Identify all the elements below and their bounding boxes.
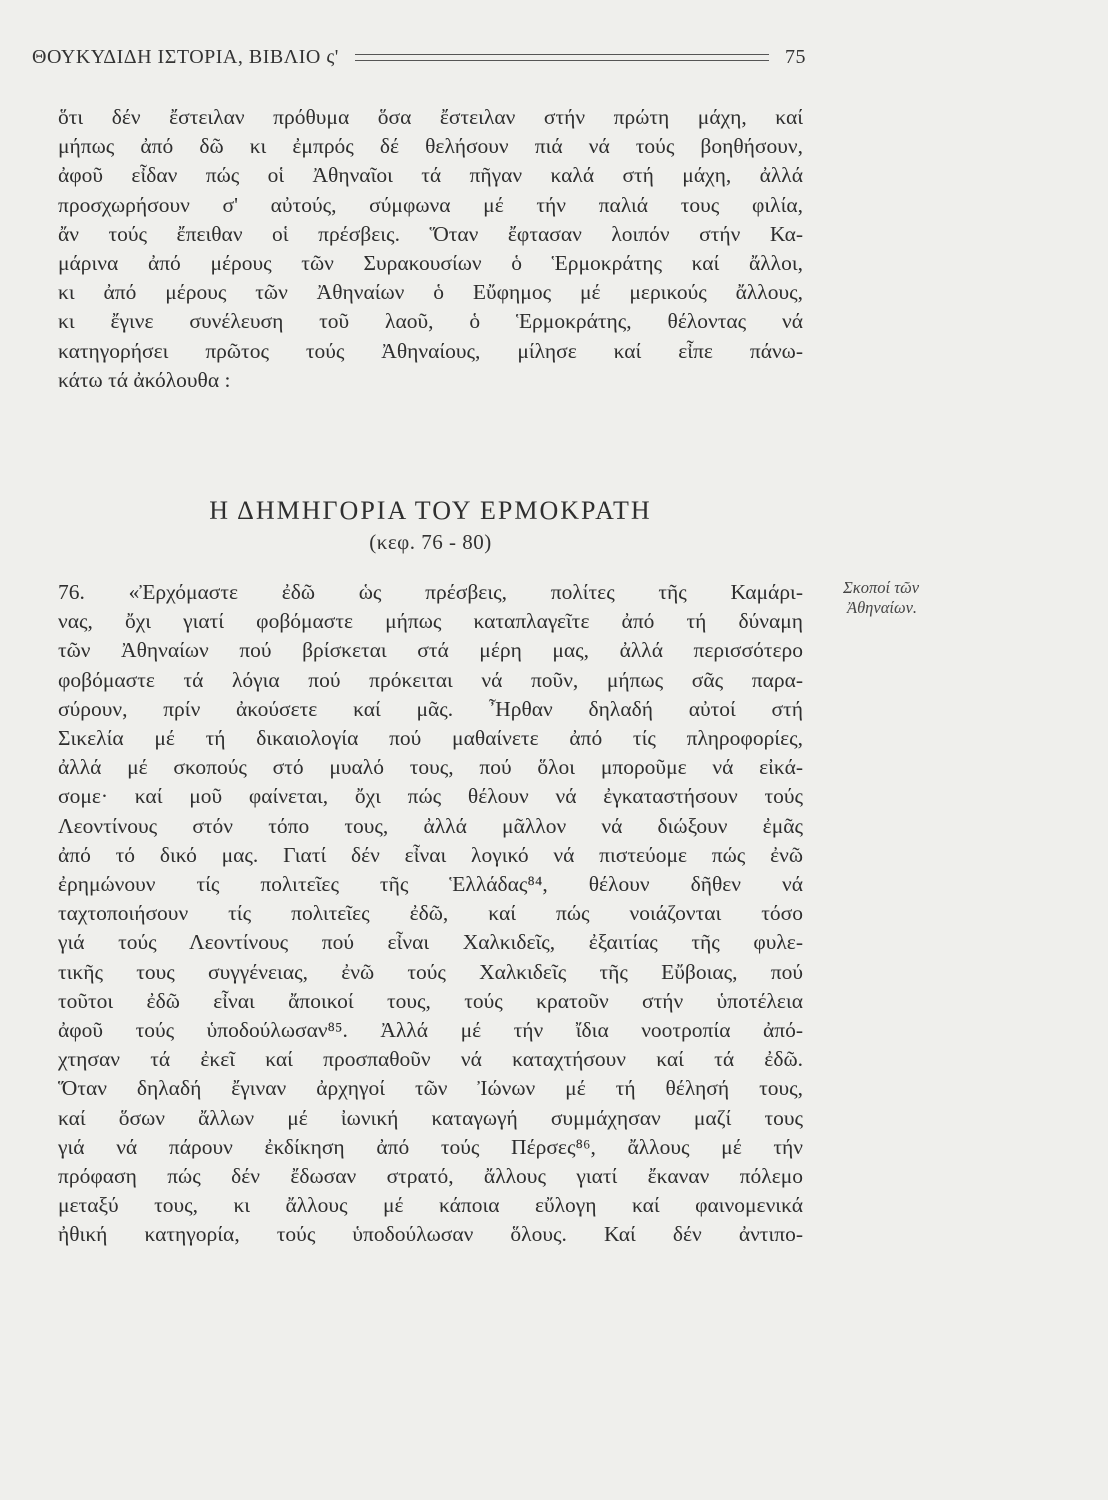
header-rule <box>355 54 769 61</box>
text-line: Ὅταν δηλαδή ἔγιναν ἀρχηγοί τῶν Ἰώνων μέ τή θέλησή τους, <box>58 1076 803 1101</box>
margin-note <box>843 578 1003 618</box>
text-line: ταχτοποιήσουν τίς πολιτεῖες ἐδῶ, καί πώς νοιάζονται τόσο <box>58 901 803 926</box>
text-line: ἀλλά μέ σκοπούς στό μυαλό τους, πού ὅλοι μποροῦμε νά εἰκά- <box>58 755 803 780</box>
text-line: ὅτι δέν ἔστειλαν πρόθυμα ὅσα ἔστειλαν στήν πρώτη μάχη, καί <box>58 105 803 129</box>
text-line: Σικελία μέ τή δικαιολογία πού μαθαίνετε ἀπό τίς πληροφορίες, <box>58 726 803 751</box>
page-number: 75 <box>785 45 806 68</box>
text-line: 76. «Ἐρχόμαστε ἐδῶ ὡς πρέσβεις, πολίτες τῆς Καμάρι- <box>58 580 803 604</box>
text-line: σομε· καί μοῦ φαίνεται, ὄχι πώς θέλουν νά ἐγκαταστήσουν τούς <box>58 784 803 809</box>
text-line: κατηγορήσει πρῶτος τούς Ἀθηναίους, μίλησε καί εἶπε πάνω- <box>58 338 803 363</box>
text-line: σύρουν, πρίν ἀκούσετε καί μᾶς. Ἦρθαν δηλαδή αὐτοί στή <box>58 696 803 721</box>
text-line: φοβόμαστε τά λόγια πού πρόκειται νά ποῦν, μήπως σᾶς παρα- <box>58 667 803 692</box>
text-line: νας, ὄχι γιατί φοβόμαστε μήπως καταπλαγεῖτε ἀπό τή δύναμη <box>58 609 803 634</box>
section-chapter-range: (κεφ. 76 - 80) <box>369 530 492 554</box>
text-line: κι ἀπό μέρους τῶν Ἀθηναίων ὁ Εὔφημος μέ μερικούς ἄλλους, <box>58 280 803 305</box>
text-line: τοῦτοι ἐδῶ εἶναι ἄποικοί τους, τούς κρατοῦν στήν ὑποτέλεια <box>58 988 803 1013</box>
text-line: τικῆς τους συγγένειας, ἐνῶ τούς Χαλκιδεῖς τῆς Εὔβοιας, πού <box>58 959 803 984</box>
text-line: χτησαν τά ἐκεῖ καί προσπαθοῦν νά καταχτήσουν καί τά ἐδῶ. <box>58 1047 803 1072</box>
running-head <box>32 42 806 72</box>
text-line: ἀφοῦ τούς ὑποδούλωσαν⁸⁵. Ἀλλά μέ τήν ἴδια νοοτροπία ἀπό- <box>58 1018 803 1043</box>
running-head-title: ΘΟΥΚΥΔΙΔΗ ΙΣΤΟΡΙΑ, ΒΙΒΛΙΟ ς' <box>32 45 339 68</box>
text-line: μήπως ἀπό δῶ κι ἐμπρός δέ θελήσουν πιά νά τούς βοηθήσουν, <box>58 134 803 159</box>
text-line: ἠθική κατηγορία, τούς ὑποδούλωσαν ὅλους. Καί δέν ἀντιπο- <box>58 1222 803 1247</box>
text-line: μεταξύ τους, κι ἄλλους μέ κάποια εὔλογη καί φαινομενικά <box>58 1193 803 1218</box>
text-line: Λεοντίνους στόν τόπο τους, ἀλλά μᾶλλον νά διώξουν ἐμᾶς <box>58 813 803 838</box>
text-line: κάτω τά ἀκόλουθα : <box>58 367 231 392</box>
text-line: τῶν Ἀθηναίων πού βρίσκεται στά μέρη μας, ἀλλά περισσότερο <box>58 638 803 663</box>
text-line: ἐρημώνουν τίς πολιτεῖες τῆς Ἑλλάδας⁸⁴, θέλουν δῆθεν νά <box>58 872 803 897</box>
text-line: γιά τούς Λεοντίνους πού εἶναι Χαλκιδεῖς, ἐξαιτίας τῆς φυλε- <box>58 930 803 955</box>
text-line: πρόφαση πώς δέν ἔδωσαν στρατό, ἄλλους γιατί ἔκαναν πόλεμο <box>58 1164 803 1189</box>
text-line: ἀφοῦ εἶδαν πώς οἱ Ἀθηναῖοι τά πῆγαν καλά στή μάχη, ἀλλά <box>58 163 803 188</box>
text-line: κι ἔγινε συνέλευση τοῦ λαοῦ, ὁ Ἑρμοκράτης, θέλοντας νά <box>58 309 803 334</box>
margin-note-line: Σκοποί τῶν <box>843 578 920 597</box>
text-line: ἄν τούς ἔπειθαν οἱ πρέσβεις. Ὅταν ἔφτασαν λοιπόν στήν Κα- <box>58 221 803 246</box>
text-line: ἀπό τό δικό μας. Γιατί δέν εἶναι λογικό νά πιστεύομε πώς ἐνῶ <box>58 842 803 867</box>
text-line: καί ὅσων ἄλλων μέ ἰωνική καταγωγή συμμάχησαν μαζί τους <box>58 1105 803 1130</box>
text-line: μάρινα ἀπό μέρους τῶν Συρακουσίων ὁ Ἑρμοκράτης καί ἄλλοι, <box>58 251 803 276</box>
paragraph-speech <box>58 578 803 1250</box>
text-line: προσχωρήσουν σ' αὐτούς, σύμφωνα μέ τήν παλιά τους φιλία, <box>58 192 803 217</box>
section-heading: Η ΔΗΜΗΓΟΡΙΑ ΤΟΥ ΕΡΜΟΚΡΑΤΗ <box>209 496 652 525</box>
paragraph-intro <box>58 103 803 395</box>
margin-note-line: Ἀθηναίων. <box>847 598 918 617</box>
text-line: γιά νά πάρουν ἐκδίκηση ἀπό τούς Πέρσες⁸⁶, ἄλλους μέ τήν <box>58 1134 803 1159</box>
